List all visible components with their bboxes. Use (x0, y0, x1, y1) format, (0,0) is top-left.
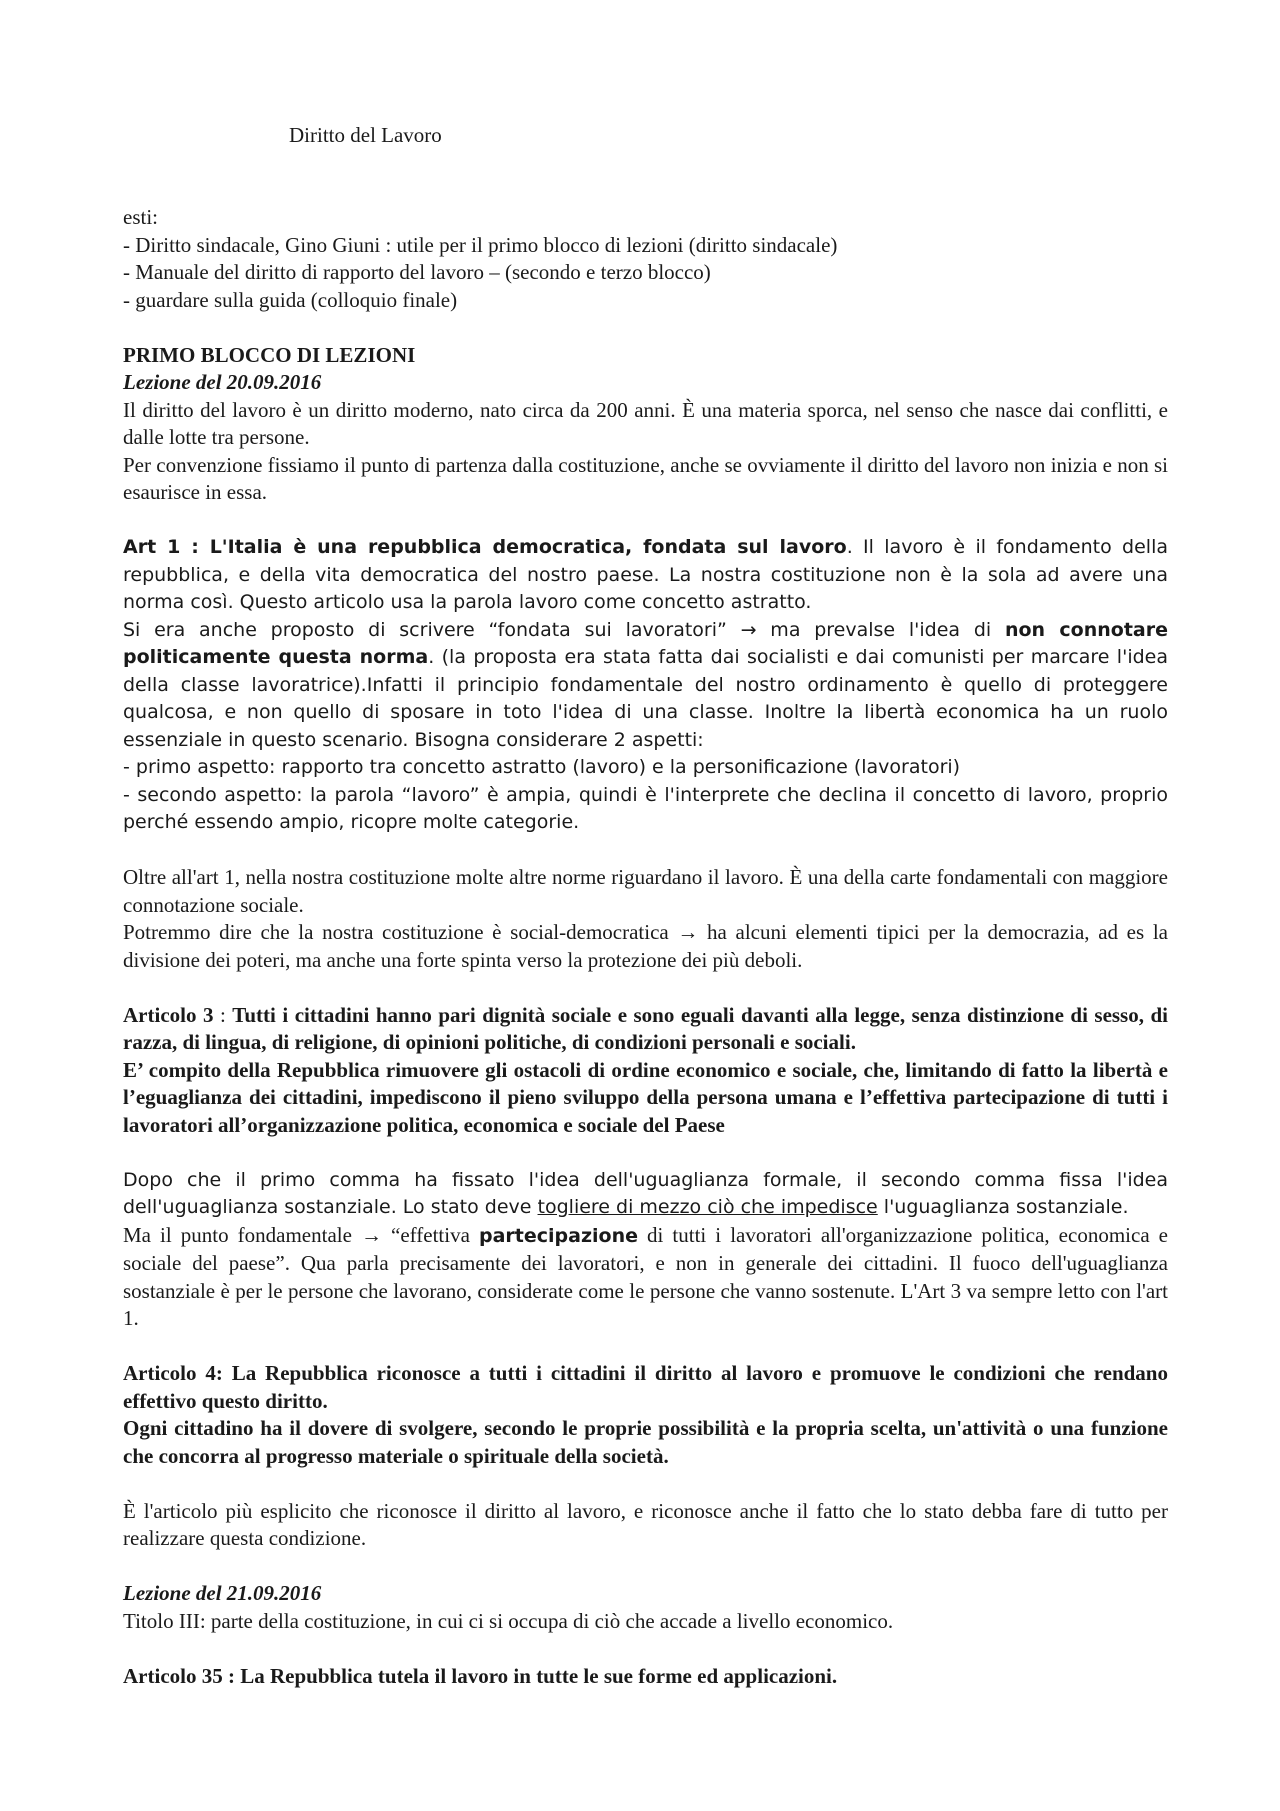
article-1-comment: . Il lavoro è il fondamento della repubblica, e della vita democratica del nostro paese. La nostra costituzione non è la sola ad avere una norma così. Questo articolo usa la parola lavoro come concetto astratto. (123, 536, 1168, 613)
article-4-text: La Repubblica riconosce a tutti i cittadini il diritto al lavoro e promuove le condizioni che rendano effettivo questo diritto. (123, 1361, 1168, 1413)
text-item: - Manuale del diritto di rapporto del lavoro – (secondo e terzo blocco) (123, 260, 711, 284)
article-1-text: Art 1 : L'Italia è una repubblica democratica, fondata sul lavoro (123, 536, 847, 558)
paragraph: Per convenzione fissiamo il punto di partenza dalla costituzione, anche se ovviamente il diritto del lavoro non inizia e non si esaurisce in essa. (123, 452, 1168, 504)
paragraph: Oltre all'art 1, nella nostra costituzione molte altre norme riguardano il lavoro. È una della carte fondamentali con maggiore connotazione sociale. (123, 865, 1168, 917)
article-1-paragraph (123, 534, 1168, 617)
article-3-comment (123, 1167, 1168, 1222)
article-3-comment-2 (123, 1222, 1168, 1333)
text-run: : (213, 1002, 233, 1027)
texts-label: esti: (123, 205, 158, 229)
paragraph: Titolo III: parte della costituzione, in cui ci si occupa di ciò che accade a livello economico. (123, 1608, 894, 1633)
document-body (123, 204, 1168, 1690)
text-run: Dopo che il primo comma ha fissato l'idea dell'uguaglianza formale, il secondo comma fissa l'idea dell'uguaglianza sostanziale. Lo stato deve (123, 1168, 1168, 1218)
aspect-item: - primo aspetto: rapporto tra concetto astratto (lavoro) e la personificazione (lavoratori) (123, 756, 961, 778)
article-4-paragraph-2: Ogni cittadino ha il dovere di svolgere, secondo le proprie possibilità e la propria scelta, un'attività o una funzione che concorra al progresso materiale o spirituale della società. (123, 1416, 1168, 1468)
text-run: Si era anche proposto di scrivere “fondata sui lavoratori” → ma prevalse l'idea di (123, 618, 1005, 641)
section-heading: PRIMO BLOCCO DI LEZIONI (123, 342, 416, 367)
underlined-phrase: togliere di mezzo ciò che impedisce (537, 1196, 878, 1218)
aspect-item: - secondo aspetto: la parola “lavoro” è ampia, quindi è l'interprete che declina il concetto di lavoro, proprio perché essendo ampio, ricopre molte categorie. (123, 783, 1168, 833)
article-35-paragraph: Articolo 35 : La Repubblica tutela il lavoro in tutte le sue forme ed applicazioni. (123, 1663, 838, 1688)
article-3-paragraph-2: E’ compito della Repubblica rimuovere gli ostacoli di ordine economico e sociale, che, limitando di fatto la libertà e l’eguaglianza dei cittadini, impediscono il pieno sviluppo della persona umana e l’effettiva partecipazione di tutti i lavoratori all’organizzazione politica, economica e sociale del Paese (123, 1057, 1168, 1137)
document-title: Diritto del Lavoro (289, 123, 442, 147)
lesson-heading: Lezione del 20.09.2016 (123, 370, 322, 394)
bold-phrase: partecipazione (478, 1224, 638, 1247)
lesson-heading: Lezione del 21.09.2016 (123, 1581, 322, 1605)
text-run: . (la proposta era stata fatta dai socialisti e dai comunisti per marcare l'idea della classe lavoratrice).Infatti il principio fondamentale del nostro ordinamento è quello di proteggere qualcosa, e non quello di sposare in toto l'idea di una classe. Inoltre la libertà economica ha un ruolo essenziale in questo scenario. Bisogna considerare 2 aspetti: (123, 646, 1168, 751)
article-3-paragraph (123, 1002, 1168, 1057)
text-run: l'uguaglianza sostanziale. (877, 1196, 1129, 1218)
article-1-paragraph-2 (123, 617, 1168, 755)
article-4-comment: È l'articolo più esplicito che riconosce il diritto al lavoro, e riconosce anche il fatto che lo stato debba fare di tutto per realizzare questa condizione. (123, 1498, 1168, 1550)
text-run: di tutti i lavoratori all'organizzazione politica, economica e sociale del paese”. Qua parla precisamente dei lavoratori, e non in generale dei cittadini. Il fuoco dell'uguaglianza sostanziale è per le persone che lavorano, considerate come le persone che vanno sostenute. L'Art 3 va sempre letto con l'art 1. (123, 1222, 1169, 1330)
article-3-text: Tutti i cittadini hanno pari dignità sociale e sono eguali davanti alla legge, senza distinzione di sesso, di razza, di lingua, di religione, di opinioni politiche, di condizioni personali e sociali. (123, 1002, 1168, 1054)
paragraph: Potremmo dire che la nostra costituzione è social-democratica → ha alcuni elementi tipici per la democrazia, ad es la divisione dei poteri, ma anche una forte spinta verso la protezione dei più deboli. (123, 920, 1168, 972)
text-item: - guardare sulla guida (colloquio finale) (123, 287, 458, 312)
article-4-paragraph (123, 1360, 1168, 1415)
text-item: - Diritto sindacale, Gino Giuni : utile per il primo blocco di lezioni (diritto sindacale) (123, 232, 838, 257)
article-3-label: Articolo 3 (123, 1002, 214, 1027)
text-run: Ma il punto fondamentale → “effettiva (123, 1222, 479, 1247)
article-4-label: Articolo 4: (123, 1361, 223, 1385)
paragraph: Il diritto del lavoro è un diritto moderno, nato circa da 200 anni. È una materia sporca, nel senso che nasce dai conflitti, e dalle lotte tra persone. (123, 397, 1168, 449)
bold-phrase: non connotare politicamente questa norma (123, 618, 1169, 668)
